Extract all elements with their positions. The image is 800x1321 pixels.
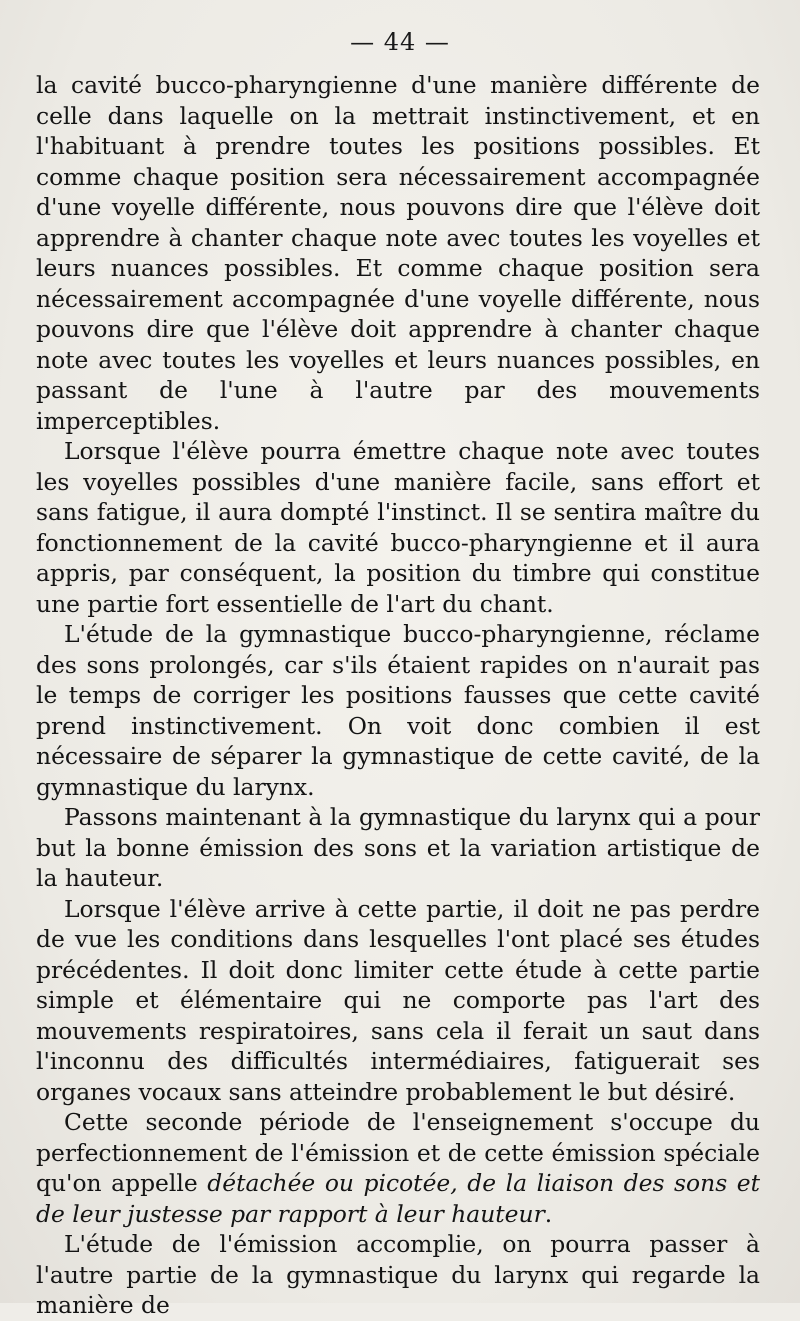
paragraph-1: la cavité bucco-pharyngienne d'une manière différente de celle dans laquelle on la mettrait instinctivement, et en l'habituant à prendre toutes les positions possibles. Et comme chaque position sera nécessairement accompagnée d'une voyelle différente, nous pouvons dire que l'élève doit apprendre à chanter chaque note avec toutes les voyelles et leurs nuances possibles. Et comme chaque position sera nécessairement accompagnée d'une voyelle différente, nous pouvons dire que l'élève doit apprendre à chanter chaque note avec toutes les voyelles et leurs nuances possibles, en passant de l'une à l'autre par des mouvements imperceptibles. [36, 71, 760, 435]
paragraph-7: L'étude de l'émission accomplie, on pourra passer à l'autre partie de la gymnastique du larynx qui regarde la manière de [36, 1230, 760, 1319]
paragraph-6-end: . [544, 1199, 553, 1228]
paragraph-6-italic: détachée ou picotée, de la liaison des sons et de leur justesse par rapport à leur hauteur [36, 1169, 760, 1228]
paragraph-6-text: Cette seconde période de l'enseignement s'occupe du perfectionnement de l'émission et de cette émission spéciale qu'on appelle [36, 1108, 760, 1197]
paragraph-6 [36, 1107, 760, 1229]
paragraph-3: L'étude de la gymnastique bucco-pharyngienne, réclame des sons prolongés, car s'ils étaient rapides on n'aurait pas le temps de corriger les positions fausses que cette cavité prend instinctivement. On voit donc combien il est nécessaire de séparer la gymnastique de cette cavité, de la gymnastique du larynx. [36, 620, 760, 801]
paragraph-2: Lorsque l'élève pourra émettre chaque note avec toutes les voyelles possibles d'une manière facile, sans effort et sans fatigue, il aura dompté l'instinct. Il se sentira maître du fonctionnement de la cavité bucco-pharyngienne et il aura appris, par conséquent, la position du timbre qui constitue une partie fort essentielle de l'art du chant. [36, 437, 760, 618]
page-number: — 44 — [350, 28, 450, 56]
paragraph-5: Lorsque l'élève arrive à cette partie, il doit ne pas perdre de vue les conditions dans lesquelles l'ont placé ses études précédentes. Il doit donc limiter cette étude à cette partie simple et élémentaire qui ne comporte pas l'art des mouvements respiratoires, sans cela il ferait un saut dans l'inconnu des difficultés intermédiaires, fatiguerait ses organes vocaux sans atteindre probablement le but désiré. [36, 894, 760, 1106]
paragraph-4: Passons maintenant à la gymnastique du larynx qui a pour but la bonne émission des sons et la variation artistique de la hauteur. [36, 803, 760, 892]
text-body [36, 70, 760, 1321]
